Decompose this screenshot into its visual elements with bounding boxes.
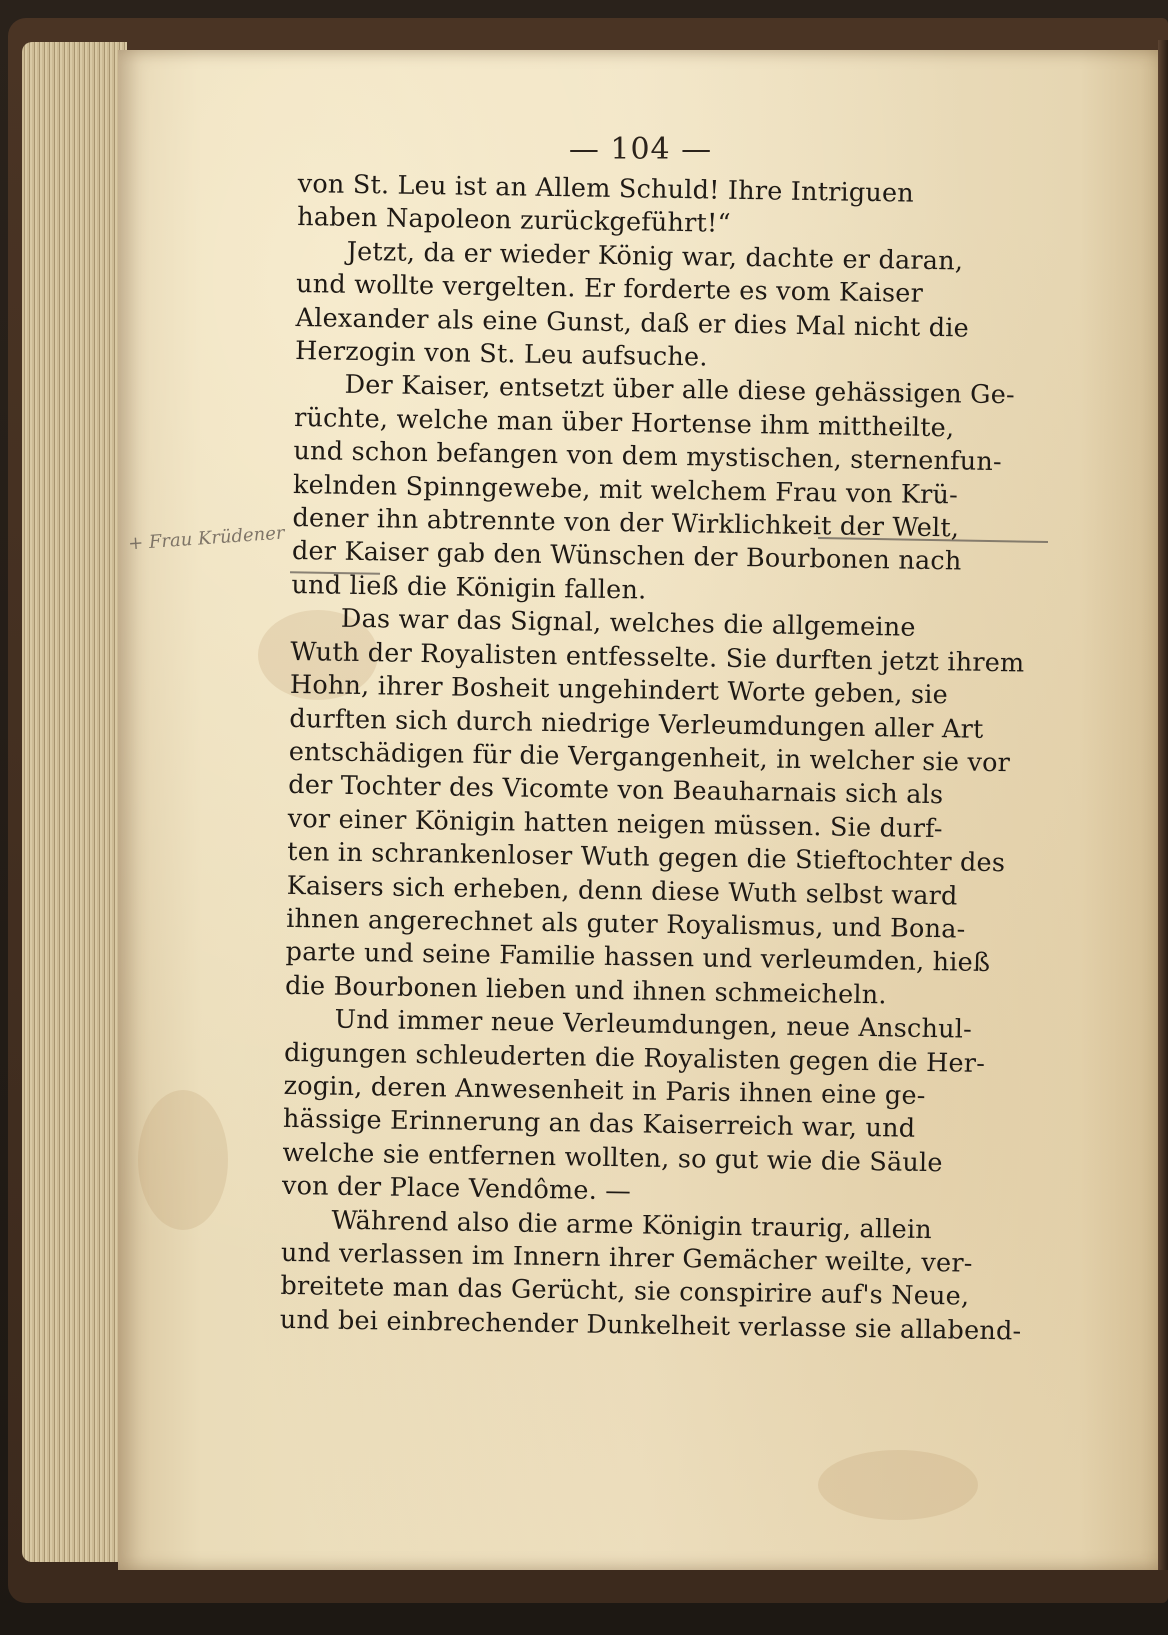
text-line: breitete man das Gerücht, sie conspirire auf's Neue, <box>280 1271 970 1313</box>
text-line: Herzogin von St. Leu aufsuche. <box>294 336 708 373</box>
text-line: rüchte, welche man über Hortense ihm mittheilte, <box>293 402 955 444</box>
text-line: ten in schrankenloser Wuth gegen die Stieftochter des <box>287 837 1006 879</box>
text-line: digungen schleuderten die Royalisten gegen die Her- <box>283 1037 986 1079</box>
text-line: der Kaiser gab den Wünschen der Bourbonen nach <box>291 536 962 577</box>
text-line: Und immer neue Verleumdungen, neue Anschul- <box>334 1004 973 1045</box>
text-line: parte und seine Familie hassen und verleumden, hieß <box>285 937 991 979</box>
text-line: durften sich durch niedrige Verleumdungen aller Art <box>289 703 984 745</box>
text-line: vor einer Königin hatten neigen müssen. Sie durf- <box>287 803 943 844</box>
text-line: Alexander als eine Gunst, daß er dies Mal nicht die <box>295 302 970 344</box>
text-line: hässige Erinnerung an das Kaiserreich war, und <box>282 1104 916 1145</box>
text-line: und schon befangen von dem mystischen, sternenfun- <box>293 436 1003 478</box>
text-line: kelnden Spinngewebe, mit welchem Frau von Krü- <box>292 469 959 511</box>
text-line: und ließ die Königin fallen. <box>291 569 647 606</box>
book-page <box>118 50 1163 1570</box>
page-number: — 104 — <box>568 132 713 167</box>
text-line: zogin, deren Anwesenheit in Paris ihnen eine ge- <box>283 1070 926 1111</box>
book-spine-edge <box>1158 40 1168 1570</box>
text-line: Wuth der Royalisten entfesselte. Sie durften jetzt ihrem <box>290 636 1025 679</box>
handwritten-margin-note: + Frau Krüdener <box>127 522 286 555</box>
text-line: Jetzt, da er wieder König war, dachte er daran, <box>346 236 964 277</box>
body-text <box>280 168 1080 1349</box>
text-line: dener ihn abtrennte von der Wirklichkeit der Welt, <box>292 503 960 544</box>
text-line: und bei einbrechender Dunkelheit verlasse sie allabend- <box>279 1304 1022 1347</box>
text-line: der Tochter des Vicomte von Beauharnais sich als <box>288 770 944 811</box>
text-line: ihnen angerechnet als guter Royalismus, und Bona- <box>285 903 966 945</box>
text-line: und verlassen im Innern ihrer Gemächer weilte, ver- <box>280 1237 973 1279</box>
text-line: Kaisers sich erheben, denn diese Wuth selbst ward <box>286 870 958 911</box>
text-line: Hohn, ihrer Bosheit ungehindert Worte geben, sie <box>289 670 949 711</box>
text-line: und wollte vergelten. Er forderte es vom Kaiser <box>295 269 924 310</box>
text-line: die Bourbonen lieben und ihnen schmeicheln. <box>284 970 887 1011</box>
text-line: entschädigen für die Vergangenheit, in welcher sie vor <box>288 736 1011 779</box>
text-line: von St. Leu ist an Allem Schuld! Ihre Intriguen <box>297 168 915 209</box>
text-line: von der Place Vendôme. — <box>281 1171 632 1207</box>
text-line: Das war das Signal, welches die allgemeine <box>340 604 916 644</box>
text-line: welche sie entfernen wollten, so gut wie die Säule <box>282 1137 943 1179</box>
paper-stain <box>138 1090 228 1230</box>
paper-stain <box>818 1450 978 1520</box>
text-line: haben Napoleon zurückgeführt!“ <box>296 202 731 240</box>
text-line: Der Kaiser, entsetzt über alle diese gehässigen Ge- <box>344 370 1016 411</box>
text-line: Während also die arme Königin traurig, allein <box>331 1205 933 1245</box>
page-edges <box>22 42 127 1562</box>
